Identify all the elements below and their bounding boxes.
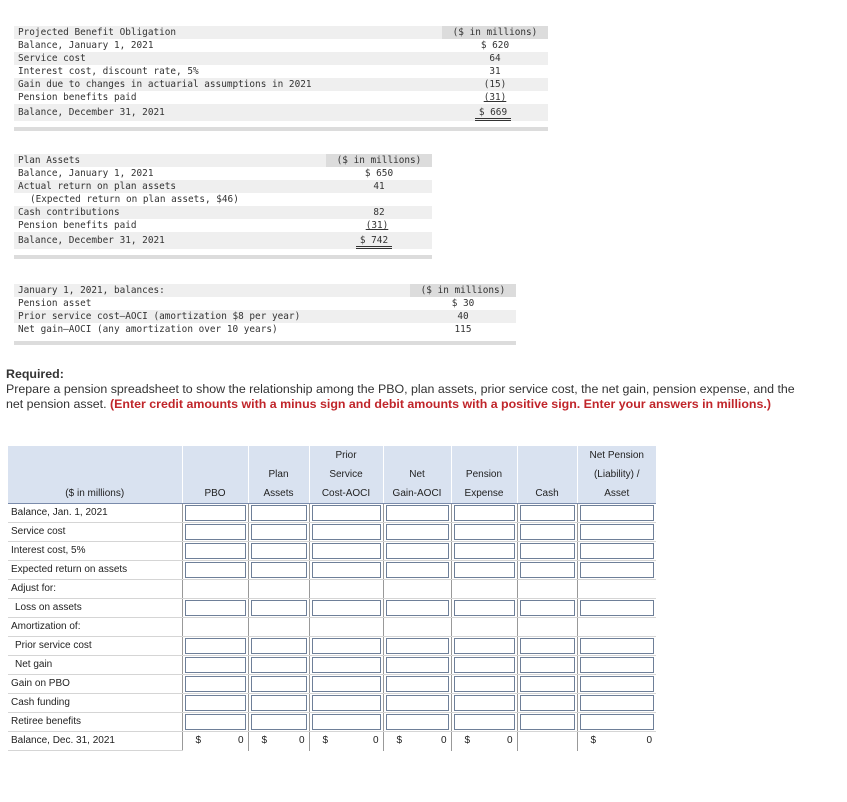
row-label: Service cost: [8, 523, 182, 542]
input-pbo[interactable]: [185, 524, 246, 540]
input-pbo[interactable]: [185, 638, 246, 654]
pbo-table: [14, 26, 548, 121]
balances-table: [14, 284, 516, 336]
cell-pbo: [182, 542, 248, 561]
input-pbo[interactable]: [185, 676, 246, 692]
cell-pbo: [182, 713, 248, 732]
cell-net_gain: [383, 599, 451, 618]
required-instruction: (Enter credit amounts with a minus sign and debit amounts with a positive sign. Enter your answers in millions.): [110, 397, 771, 411]
total-dollar: $: [590, 735, 597, 746]
table-row: [8, 618, 656, 637]
cell-net_pension: [577, 637, 656, 656]
cell-prior_service: [309, 618, 383, 637]
cell-net_pension: [577, 713, 656, 732]
input-pension_expense[interactable]: [454, 676, 515, 692]
cell-cash: [517, 504, 577, 523]
total-value: 0: [237, 735, 244, 746]
plan-assets-row: Pension benefits paid (31): [14, 219, 432, 232]
row-label: Retiree benefits: [8, 713, 182, 732]
cell-prior_service: [309, 694, 383, 713]
input-plan_assets[interactable]: [251, 657, 307, 673]
cell-prior_service: [309, 542, 383, 561]
cell-pbo: [182, 599, 248, 618]
input-pbo[interactable]: [185, 505, 246, 521]
input-pension_expense[interactable]: [454, 505, 515, 521]
row-label: Gain on PBO: [8, 675, 182, 694]
total-pbo: [182, 732, 248, 751]
input-cash[interactable]: [520, 714, 575, 730]
cell-cash: [517, 618, 577, 637]
cell-plan_assets: [248, 675, 309, 694]
cell-prior_service: [309, 599, 383, 618]
required-title: Required:: [6, 367, 64, 381]
plan-assets-row: (Expected return on plan assets, $46): [14, 193, 432, 206]
pbo-table-border: [14, 127, 548, 131]
cell-net_gain: [383, 656, 451, 675]
cell-pbo: [182, 694, 248, 713]
cell-net_gain: [383, 580, 451, 599]
input-pbo[interactable]: [185, 714, 246, 730]
required-section: [6, 367, 796, 412]
col-header-prior-2: Service: [309, 465, 383, 484]
cell-prior_service: [309, 675, 383, 694]
total-value: 0: [440, 735, 447, 746]
input-plan_assets[interactable]: [251, 676, 307, 692]
pbo-row: Pension benefits paid (31): [14, 91, 548, 104]
col-header-netgain-1: Net: [383, 465, 451, 484]
cell-net_pension: [577, 542, 656, 561]
input-net_gain[interactable]: [386, 524, 449, 540]
cell-pbo: [182, 618, 248, 637]
col-header-plan-2: Assets: [248, 484, 309, 504]
input-prior_service[interactable]: [312, 562, 381, 578]
col-header-netpension-2: (Liability) /: [577, 465, 656, 484]
input-cash[interactable]: [520, 505, 575, 521]
cell-plan_assets: [248, 694, 309, 713]
input-net_pension[interactable]: [580, 562, 655, 578]
plan-assets-title: Plan Assets: [18, 155, 81, 166]
total-dollar: $: [261, 735, 268, 746]
input-net_gain[interactable]: [386, 676, 449, 692]
cell-net_gain: [383, 694, 451, 713]
input-net_gain[interactable]: [386, 543, 449, 559]
row-label: Balance, Jan. 1, 2021: [8, 504, 182, 523]
cell-cash: [517, 675, 577, 694]
cell-prior_service: [309, 580, 383, 599]
input-prior_service[interactable]: [312, 543, 381, 559]
cell-pbo: [182, 656, 248, 675]
total-dollar: $: [322, 735, 329, 746]
col-header-netgain-2: Gain-AOCI: [383, 484, 451, 504]
input-cash[interactable]: [520, 657, 575, 673]
cell-prior_service: [309, 561, 383, 580]
pbo-unit-header: ($ in millions): [442, 26, 548, 39]
cell-plan_assets: [248, 713, 309, 732]
row-label: Loss on assets: [8, 599, 182, 618]
pbo-header-row: [14, 26, 548, 39]
table-row: [8, 542, 656, 561]
cell-net_gain: [383, 504, 451, 523]
col-header-plan-1: Plan: [248, 465, 309, 484]
input-net_gain[interactable]: [386, 600, 449, 616]
cell-net_pension: [577, 656, 656, 675]
input-net_pension[interactable]: [580, 695, 655, 711]
table-row: [8, 599, 656, 618]
input-pension_expense[interactable]: [454, 714, 515, 730]
cell-pension_expense: [451, 561, 517, 580]
input-pension_expense[interactable]: [454, 524, 515, 540]
plan-assets-header-row: [14, 154, 432, 167]
input-plan_assets[interactable]: [251, 524, 307, 540]
balances-title: January 1, 2021, balances:: [18, 285, 165, 296]
total-value: 0: [298, 735, 305, 746]
input-cash[interactable]: [520, 562, 575, 578]
pbo-row: Balance, January 1, 2021 $ 620: [14, 39, 548, 52]
cell-plan_assets: [248, 561, 309, 580]
cell-cash: [517, 580, 577, 599]
input-cash[interactable]: [520, 695, 575, 711]
input-net_pension[interactable]: [580, 524, 655, 540]
cell-pension_expense: [451, 618, 517, 637]
input-cash[interactable]: [520, 638, 575, 654]
col-header-pension-2: Expense: [451, 484, 517, 504]
cell-cash: [517, 694, 577, 713]
input-net_pension[interactable]: [580, 600, 655, 616]
required-text: Prepare a pension spreadsheet to show the relationship among the PBO, plan assets, prior service cost, the net gain, pension expense, and the net pension asset.: [6, 382, 795, 411]
cell-net_pension: [577, 580, 656, 599]
cell-net_gain: [383, 618, 451, 637]
row-label: Interest cost, 5%: [8, 542, 182, 561]
input-prior_service[interactable]: [312, 505, 381, 521]
table-row: [8, 523, 656, 542]
input-cash[interactable]: [520, 676, 575, 692]
table-row: [8, 504, 656, 523]
row-label: Amortization of:: [8, 618, 182, 637]
cell-net_gain: [383, 561, 451, 580]
cell-prior_service: [309, 504, 383, 523]
cell-plan_assets: [248, 637, 309, 656]
cell-plan_assets: [248, 523, 309, 542]
total-dollar: $: [464, 735, 471, 746]
total-value: 0: [646, 735, 652, 746]
cell-net_pension: [577, 675, 656, 694]
cell-pbo: [182, 675, 248, 694]
cell-pension_expense: [451, 713, 517, 732]
col-header-netpension-1: Net Pension: [577, 446, 656, 465]
balances-unit-header: ($ in millions): [410, 284, 516, 297]
input-plan_assets[interactable]: [251, 543, 307, 559]
input-cash[interactable]: [520, 543, 575, 559]
cell-cash: [517, 599, 577, 618]
total-net_pension: [577, 732, 656, 751]
cell-net_gain: [383, 675, 451, 694]
cell-net_pension: [577, 561, 656, 580]
cell-net_gain: [383, 523, 451, 542]
cell-plan_assets: [248, 504, 309, 523]
input-prior_service[interactable]: [312, 638, 381, 654]
plan-assets-row: Balance, December 31, 2021 $ 742: [14, 232, 432, 249]
balances-row: Net gain—AOCI (any amortization over 10 years) 115: [14, 323, 516, 336]
input-prior_service[interactable]: [312, 657, 381, 673]
input-net_gain[interactable]: [386, 638, 449, 654]
header-row-1: [8, 446, 656, 465]
row-label: Balance, Dec. 31, 2021: [8, 732, 182, 751]
pbo-row: Service cost 64: [14, 52, 548, 65]
input-net_gain[interactable]: [386, 562, 449, 578]
input-plan_assets[interactable]: [251, 600, 307, 616]
plan-assets-row: Balance, January 1, 2021 $ 650: [14, 167, 432, 180]
total-dollar: $: [195, 735, 202, 746]
pbo-row: Interest cost, discount rate, 5% 31: [14, 65, 548, 78]
table-row: [8, 675, 656, 694]
cell-prior_service: [309, 656, 383, 675]
cell-cash: [517, 713, 577, 732]
input-pension_expense[interactable]: [454, 638, 515, 654]
input-pbo[interactable]: [185, 695, 246, 711]
cell-net_pension: [577, 504, 656, 523]
cell-pbo: [182, 523, 248, 542]
pbo-row: Gain due to changes in actuarial assumptions in 2021 (15): [14, 78, 548, 91]
input-net_pension[interactable]: [580, 543, 655, 559]
input-prior_service[interactable]: [312, 695, 381, 711]
cell-prior_service: [309, 713, 383, 732]
input-pbo[interactable]: [185, 543, 246, 559]
total-value: 0: [506, 735, 513, 746]
cell-net_pension: [577, 599, 656, 618]
total-dollar: $: [396, 735, 403, 746]
total-prior_service: [309, 732, 383, 751]
input-net_gain[interactable]: [386, 695, 449, 711]
cell-pension_expense: [451, 656, 517, 675]
input-prior_service[interactable]: [312, 714, 381, 730]
cell-pension_expense: [451, 542, 517, 561]
input-pbo[interactable]: [185, 600, 246, 616]
input-plan_assets[interactable]: [251, 695, 307, 711]
table-row: [8, 561, 656, 580]
cell-pension_expense: [451, 694, 517, 713]
input-pbo[interactable]: [185, 657, 246, 673]
unit-label: ($ in millions): [8, 484, 182, 504]
balances-row: Pension asset $ 30: [14, 297, 516, 310]
cell-net_pension: [577, 523, 656, 542]
total-value: 0: [372, 735, 379, 746]
input-pbo[interactable]: [185, 562, 246, 578]
table-row: [8, 713, 656, 732]
input-pension_expense[interactable]: [454, 657, 515, 673]
plan-assets-unit-header: ($ in millions): [326, 154, 432, 167]
cell-pbo: [182, 561, 248, 580]
input-net_pension[interactable]: [580, 676, 655, 692]
input-plan_assets[interactable]: [251, 562, 307, 578]
col-header-pbo: PBO: [182, 484, 248, 504]
cell-cash: [517, 656, 577, 675]
input-plan_assets[interactable]: [251, 714, 307, 730]
row-label: Prior service cost: [8, 637, 182, 656]
row-label: Expected return on assets: [8, 561, 182, 580]
table-row: [8, 656, 656, 675]
plan-assets-table: [14, 154, 432, 249]
cell-pension_expense: [451, 504, 517, 523]
balances-table-border: [14, 341, 516, 345]
cell-net_gain: [383, 713, 451, 732]
cell-plan_assets: [248, 656, 309, 675]
cell-plan_assets: [248, 618, 309, 637]
cell-pbo: [182, 504, 248, 523]
row-label: Adjust for:: [8, 580, 182, 599]
cell-cash: [517, 523, 577, 542]
input-pension_expense[interactable]: [454, 695, 515, 711]
input-pension_expense[interactable]: [454, 600, 515, 616]
input-pension_expense[interactable]: [454, 562, 515, 578]
cell-pension_expense: [451, 523, 517, 542]
input-net_pension[interactable]: [580, 714, 655, 730]
cell-cash: [517, 637, 577, 656]
cell-prior_service: [309, 637, 383, 656]
input-cash[interactable]: [520, 524, 575, 540]
cell-pension_expense: [451, 580, 517, 599]
total-net_gain: [383, 732, 451, 751]
input-pension_expense[interactable]: [454, 543, 515, 559]
input-net_pension[interactable]: [580, 657, 655, 673]
input-prior_service[interactable]: [312, 676, 381, 692]
cell-pbo: [182, 580, 248, 599]
balances-header-row: [14, 284, 516, 297]
cell-plan_assets: [248, 599, 309, 618]
total-cash: [517, 732, 577, 751]
cell-plan_assets: [248, 542, 309, 561]
cell-cash: [517, 542, 577, 561]
pbo-title: Projected Benefit Obligation: [18, 27, 177, 38]
cell-pension_expense: [451, 675, 517, 694]
total-plan_assets: [248, 732, 309, 751]
row-label: Cash funding: [8, 694, 182, 713]
plan-assets-table-border: [14, 255, 432, 259]
plan-assets-row: Cash contributions 82: [14, 206, 432, 219]
input-prior_service[interactable]: [312, 600, 381, 616]
input-prior_service[interactable]: [312, 524, 381, 540]
cell-net_pension: [577, 618, 656, 637]
total-pension_expense: [451, 732, 517, 751]
table-row: [8, 637, 656, 656]
table-row: [8, 694, 656, 713]
table-row: [8, 732, 656, 751]
cell-net_gain: [383, 637, 451, 656]
row-label: Net gain: [8, 656, 182, 675]
cell-pension_expense: [451, 637, 517, 656]
input-net_pension[interactable]: [580, 505, 655, 521]
cell-plan_assets: [248, 580, 309, 599]
header-row-3: [8, 484, 656, 504]
cell-net_gain: [383, 542, 451, 561]
pbo-row: Balance, December 31, 2021 $ 669: [14, 104, 548, 121]
col-header-prior-1: Prior: [309, 446, 383, 465]
col-header-netpension-3: Asset: [577, 484, 656, 504]
col-header-cash: Cash: [517, 484, 577, 504]
input-plan_assets[interactable]: [251, 505, 307, 521]
col-header-pension-1: Pension: [451, 465, 517, 484]
cell-pension_expense: [451, 599, 517, 618]
pension-worksheet: [8, 446, 656, 751]
input-net_gain[interactable]: [386, 657, 449, 673]
input-net_gain[interactable]: [386, 714, 449, 730]
input-net_pension[interactable]: [580, 638, 655, 654]
cell-pbo: [182, 637, 248, 656]
cell-net_pension: [577, 694, 656, 713]
plan-assets-row: Actual return on plan assets 41: [14, 180, 432, 193]
input-cash[interactable]: [520, 600, 575, 616]
input-plan_assets[interactable]: [251, 638, 307, 654]
header-row-2: [8, 465, 656, 484]
balances-row: Prior service cost—AOCI (amortization $8 per year) 40: [14, 310, 516, 323]
cell-cash: [517, 561, 577, 580]
cell-prior_service: [309, 523, 383, 542]
col-header-prior-3: Cost-AOCI: [309, 484, 383, 504]
input-net_gain[interactable]: [386, 505, 449, 521]
table-row: [8, 580, 656, 599]
